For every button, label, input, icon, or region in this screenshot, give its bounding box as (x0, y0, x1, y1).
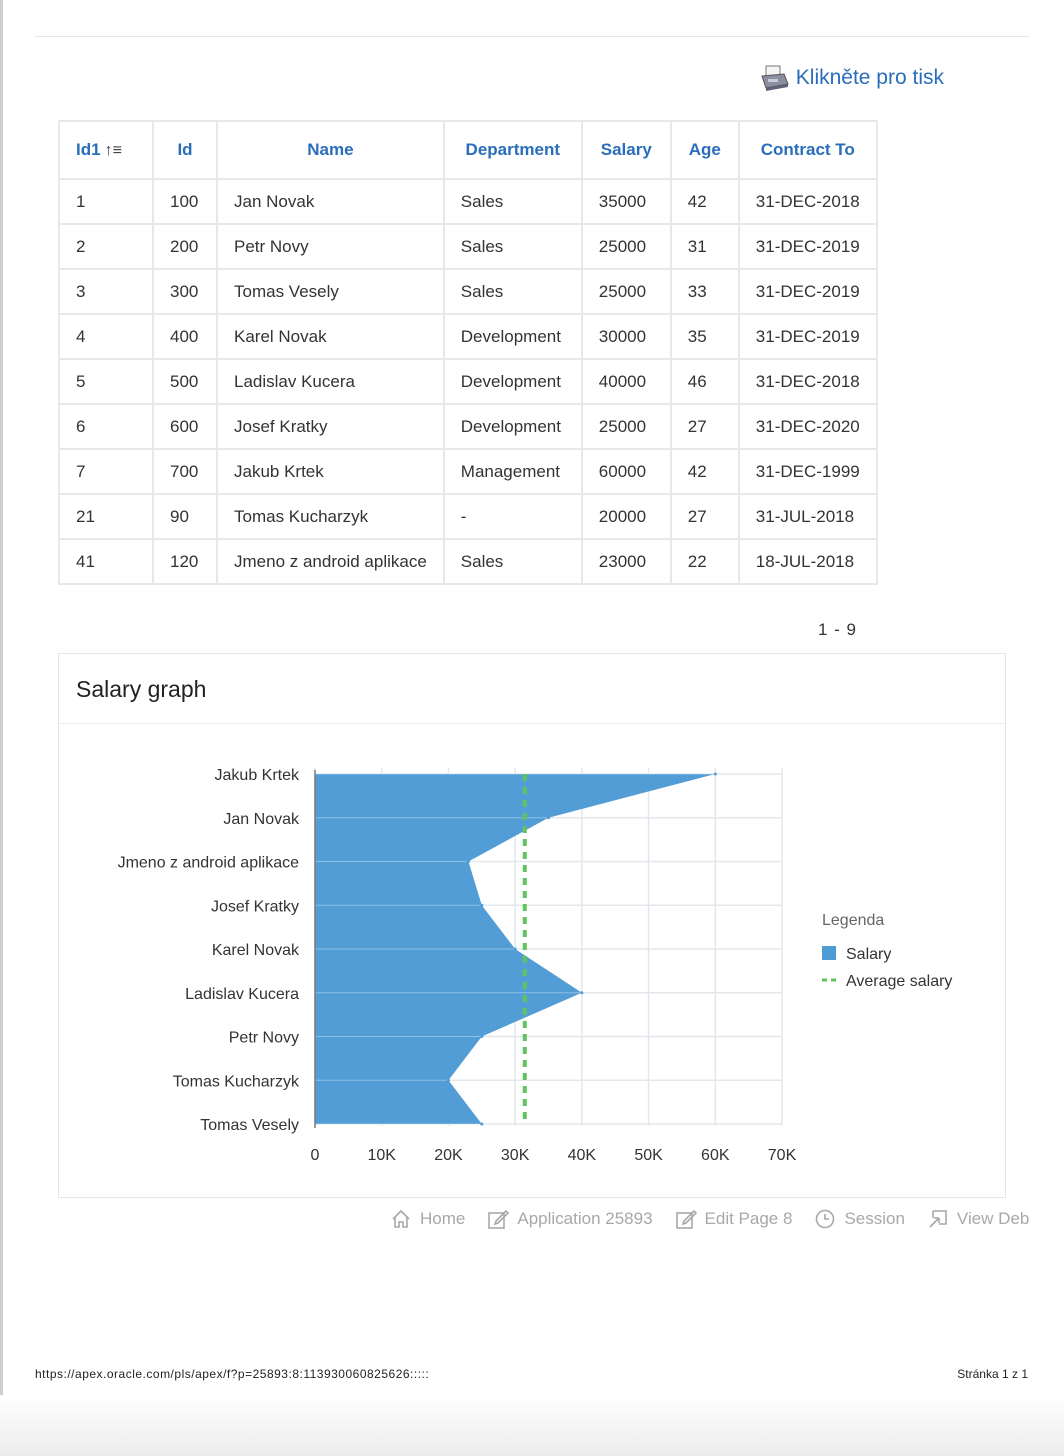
cell-age: 46 (671, 359, 739, 404)
table-row (59, 494, 877, 539)
footer-edit-page-link[interactable] (675, 1208, 793, 1230)
footer-session-label: Session (844, 1209, 905, 1228)
cell-department: Development (444, 404, 582, 449)
cell-age: 42 (671, 449, 739, 494)
sort-ascending-icon[interactable]: ↑≡ (104, 142, 122, 159)
category-label: Jakub Krtek (214, 767, 299, 784)
table-row (59, 224, 877, 269)
page-bottom-shade (0, 1395, 1064, 1456)
cell-salary: 60000 (582, 449, 671, 494)
cell-salary: 30000 (582, 314, 671, 359)
cell-id1: 2 (59, 224, 153, 269)
cell-id: 500 (153, 359, 217, 404)
cell-department: Management (444, 449, 582, 494)
cell-department: Sales (444, 179, 582, 224)
printer-icon (758, 62, 790, 94)
cell-department: Sales (444, 269, 582, 314)
x-tick-label: 60K (701, 1147, 730, 1164)
pagination-info: 1 - 9 (818, 620, 858, 639)
x-tick-label: 50K (634, 1147, 663, 1164)
developer-toolbar (390, 1208, 1030, 1230)
category-label: Tomas Vesely (200, 1117, 299, 1134)
legend-title: Legenda (822, 912, 885, 929)
edit-icon (487, 1208, 509, 1230)
cell-name: Tomas Kucharzyk (217, 494, 444, 539)
cell-id: 300 (153, 269, 217, 314)
footer-home-link[interactable] (390, 1208, 465, 1230)
legend-salary-label: Salary (846, 946, 892, 963)
cell-contract-to: 31-DEC-2020 (739, 404, 877, 449)
cell-id: 90 (153, 494, 217, 539)
cell-id1: 1 (59, 179, 153, 224)
x-tick-label: 70K (767, 1147, 797, 1164)
home-icon (390, 1208, 412, 1230)
page-edge (0, 0, 3, 1456)
salary-point (514, 948, 517, 951)
cell-age: 27 (671, 404, 739, 449)
cell-contract-to: 31-DEC-2019 (739, 314, 877, 359)
table-row (59, 269, 877, 314)
cell-name: Josef Kratky (217, 404, 444, 449)
cell-name: Petr Novy (217, 224, 444, 269)
cell-id1: 4 (59, 314, 153, 359)
cell-department: Development (444, 314, 582, 359)
salary-graph-region (58, 653, 1006, 1198)
salary-point (447, 1079, 450, 1082)
legend-salary-swatch (822, 946, 836, 960)
table-row (59, 404, 877, 449)
cell-salary: 35000 (582, 179, 671, 224)
cell-id: 100 (153, 179, 217, 224)
x-tick-label: 10K (367, 1147, 396, 1164)
cell-age: 27 (671, 494, 739, 539)
column-header-age[interactable]: Age (671, 121, 739, 179)
cell-name: Karel Novak (217, 314, 444, 359)
cell-id1: 41 (59, 539, 153, 584)
cell-id1: 6 (59, 404, 153, 449)
cell-contract-to: 31-DEC-2018 (739, 359, 877, 404)
footer-edit-page-label: Edit Page 8 (704, 1209, 793, 1228)
column-header-department[interactable]: Department (444, 121, 582, 179)
category-label: Ladislav Kucera (185, 985, 299, 1003)
print-footer-url: https://apex.oracle.com/pls/apex/f?p=25893:8:113930060825626::::: (35, 1367, 430, 1381)
category-label: Tomas Kucharzyk (172, 1073, 299, 1091)
footer-view-debug-link[interactable] (927, 1208, 1029, 1230)
legend-average-label: Average salary (846, 973, 953, 990)
print-link-label: Klikněte pro tisk (795, 66, 944, 89)
print-link[interactable] (758, 62, 944, 94)
salary-chart (59, 654, 1005, 1197)
column-header-id[interactable]: Id (153, 121, 217, 179)
cell-id: 600 (153, 404, 217, 449)
x-tick-label: 0 (310, 1147, 320, 1164)
cell-department: - (444, 494, 582, 539)
cell-department: Sales (444, 224, 582, 269)
cell-age: 35 (671, 314, 739, 359)
cell-contract-to: 31-DEC-2018 (739, 179, 877, 224)
table-row (59, 539, 877, 584)
cell-age: 31 (671, 224, 739, 269)
cell-id: 700 (153, 449, 217, 494)
cell-name: Jan Novak (217, 179, 444, 224)
cell-salary: 40000 (582, 359, 671, 404)
debug-icon (927, 1208, 949, 1230)
column-header-id1[interactable]: Id1 ↑≡ (59, 121, 153, 179)
region-title: Salary graph (76, 676, 207, 702)
footer-application-label: Application 25893 (517, 1209, 653, 1228)
salary-point (580, 991, 583, 994)
top-divider (35, 36, 1029, 37)
cell-salary: 25000 (582, 404, 671, 449)
cell-contract-to: 18-JUL-2018 (739, 539, 877, 584)
cell-contract-to: 31-DEC-1999 (739, 449, 877, 494)
table-row (59, 314, 877, 359)
salary-point (480, 904, 483, 907)
category-label: Jmeno z android aplikace (117, 854, 299, 872)
cell-name: Ladislav Kucera (217, 359, 444, 404)
cell-department: Development (444, 359, 582, 404)
cell-age: 33 (671, 269, 739, 314)
category-label: Josef Kratky (210, 898, 299, 916)
cell-id1: 7 (59, 449, 153, 494)
cell-id1: 3 (59, 269, 153, 314)
x-tick-label: 20K (434, 1147, 463, 1164)
cell-age: 22 (671, 539, 739, 584)
column-header-name[interactable]: Name (217, 121, 444, 179)
cell-name: Jmeno z android aplikace (217, 539, 444, 584)
cell-department: Sales (444, 539, 582, 584)
cell-id1: 21 (59, 494, 153, 539)
salary-point (480, 1035, 483, 1038)
table-row (59, 449, 877, 494)
table-row (59, 179, 877, 224)
edit-icon (675, 1208, 697, 1230)
cell-contract-to: 31-JUL-2018 (739, 494, 877, 539)
clock-icon (814, 1208, 836, 1230)
cell-salary: 25000 (582, 224, 671, 269)
cell-name: Jakub Krtek (217, 449, 444, 494)
category-label: Jan Novak (223, 810, 299, 828)
footer-view-debug-label: View Deb (956, 1209, 1030, 1228)
report-table (58, 120, 878, 585)
print-footer-page-number: Stránka 1 z 1 (957, 1367, 1028, 1381)
salary-point (714, 773, 717, 776)
category-label: Petr Novy (228, 1029, 299, 1047)
salary-point (547, 816, 550, 819)
cell-salary: 25000 (582, 269, 671, 314)
cell-id1: 5 (59, 359, 153, 404)
x-tick-label: 30K (500, 1147, 530, 1164)
column-header-salary[interactable]: Salary (582, 121, 671, 179)
cell-name: Tomas Vesely (217, 269, 444, 314)
salary-point (480, 1123, 483, 1126)
cell-id: 120 (153, 539, 217, 584)
category-label: Karel Novak (211, 942, 299, 959)
cell-contract-to: 31-DEC-2019 (739, 224, 877, 269)
column-header-contract-to[interactable]: Contract To (739, 121, 877, 179)
cell-contract-to: 31-DEC-2019 (739, 269, 877, 314)
cell-id: 400 (153, 314, 217, 359)
footer-application-link[interactable] (487, 1208, 652, 1230)
x-tick-label: 40K (567, 1147, 597, 1164)
cell-salary: 20000 (582, 494, 671, 539)
cell-id: 200 (153, 224, 217, 269)
table-header-row (59, 121, 877, 179)
cell-age: 42 (671, 179, 739, 224)
table-row (59, 359, 877, 404)
cell-salary: 23000 (582, 539, 671, 584)
salary-point (467, 860, 470, 863)
footer-session-link[interactable] (814, 1208, 904, 1230)
footer-home-label: Home (420, 1209, 466, 1228)
